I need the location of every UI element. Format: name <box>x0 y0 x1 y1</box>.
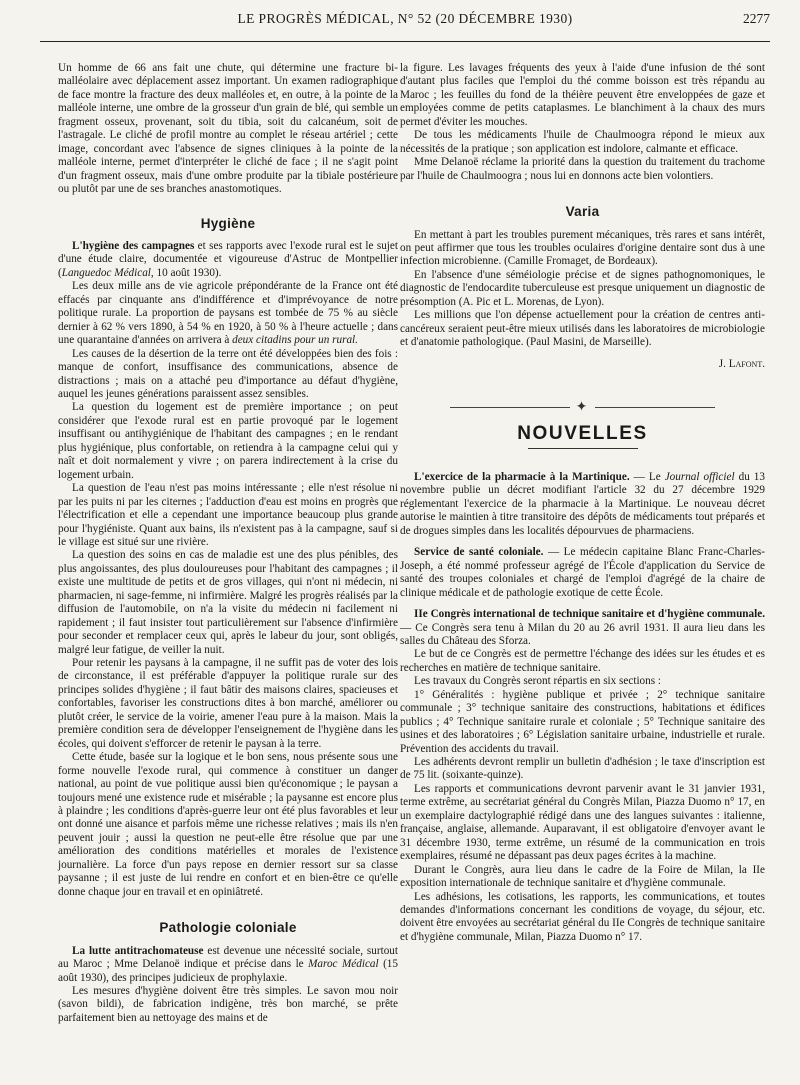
paragraph: Les rapports et communications devront parvenir avant le 31 janvier 1931, terme extrême, au secrétariat général du Congrès Milan, Piazza Duomo n° 17, en un exemplaire dactylographié rédigé dans une des langues suivantes : italienne, française, anglaise, allemande. Auparavant, il est obligatoire d'envoyer avant le 31 décembre 1930, terme extrême, un résumé de la communication en trois exemplaires, résumé ne dépassant pas deux pages écrites à la machine. <box>400 782 765 863</box>
paragraph-text: — Le <box>629 470 665 483</box>
paragraph-text: — Le médecin capitaine Blanc Franc-Charles-Joseph, a été nommé professeur agrégé de l'École d'application du Service de santé des troupes coloniales et chargé de l'emploi d'agrégé de la chaire de clinique médicale et de pathologie exotique de cette École. <box>400 546 766 599</box>
paragraph: Les travaux du Congrès seront répartis en six sections : <box>414 675 661 688</box>
section-heading-pathologie: Pathologie coloniale <box>159 920 297 936</box>
paragraph: Durant le Congrès, aura lieu dans le cadre de la Foire de Milan, la IIe exposition internationale de technique sanitaire et d'hygiène communale. <box>400 863 765 890</box>
paragraph: En l'absence d'une séméiologie précise et de signes pathognomoniques, le diagnostic de l'endocardite tuberculeuse est presque uniquement un diagnostic de présomption (A. Pic et L. Morenas, de Lyon). <box>400 268 765 308</box>
journal-title: LE PROGRÈS MÉDICAL, N° 52 (20 DÉCEMBRE 1930) <box>237 11 573 26</box>
news-lead: Service de santé coloniale. <box>414 546 544 559</box>
section-heading-varia: Varia <box>565 204 600 220</box>
journal-citation: Languedoc Médical <box>61 266 151 279</box>
ornament-divider: ✦ <box>400 401 765 414</box>
paragraph <box>58 240 398 280</box>
paragraph-text: du 13 novembre publie un décret modifiant l'article 32 du 27 décembre 1929 réglementant l'exercice de la pharmacie à la Martinique. Le nouveau décret autorise le maintien à titre transitoire des dépôts de médicaments tout préparés et de drogues simples dans les localités dépourvues de pharmaciens. <box>400 470 765 537</box>
author-signature: J. Lafont. <box>718 357 765 370</box>
paragraph-text: , 10 août 1930). <box>150 266 222 279</box>
page-number: 2277 <box>743 11 770 26</box>
paragraph: Un homme de 66 ans fait une chute, qui détermine une fracture bi-malléolaire avec déplacement assez important. Un examen radiographique de face montre la fracture des deux malléoles et, en outre, à la pointe de la malléole interne, une ombre de la grosseur d'un grain de blé, qui semble un fragment osseux, provenant, soit du tibia, soit du calcanéum, soit de l'astragale. Le cliché de profil montre au complet le réseau artériel ; cette image, concordant avec l'absence de signes cliniques à la pointe de la malléole interne, permet d'interpréter le cliché de face ; il ne s'agit point d'un fragment osseux, mais d'une ombre produite par la tibiale postérieure ou plutôt par une de ses branches anastomotiques. <box>58 62 398 196</box>
heading-rule <box>528 448 638 449</box>
paragraph: Les causes de la désertion de la terre ont été développées bien des fois : manque de confort, insuffisance des communications, absence de distractions ; mais on a attaché peu d'importance au défaut d'hygiène, auquel les jeunes générations paraissent assez sensibles. <box>58 347 398 400</box>
paragraph: Mme Delanoë réclame la priorité dans la question du traitement du trachome par l'huile de Chaulmoogra ; nous lui en donnons acte bien volontiers. <box>400 156 765 182</box>
paragraph: De tous les médicaments l'huile de Chaulmoogra répond le mieux aux nécessités de la pratique ; son application est indolore, calmante et efficace. <box>400 129 765 155</box>
emphasis: deux citadins pour un rural. <box>232 334 358 347</box>
left-column <box>58 62 398 1025</box>
news-item <box>400 546 765 600</box>
paragraph <box>58 280 398 347</box>
paragraph: Le but de ce Congrès est de permettre l'échange des idées sur les études et es recherches en matière de technique sanitaire. <box>400 648 765 674</box>
news-lead: IIe Congrès international de technique sanitaire et d'hygiène communale. <box>414 608 765 621</box>
paragraph: Les mesures d'hygiène doivent être très simples. Le savon mou noir (savon bildi), de fabrication indigène, très bon marché, se prête parfaitement bien au nettoyage des mains et de <box>58 985 398 1024</box>
paragraph <box>58 945 398 985</box>
paragraph: 1° Généralités : hygiène publique et privée ; 2° technique sanitaire communale ; 3° technique sanitaire des constructions, habitations et édifices publics ; 4° Technique sanitaire rurale et coloniale ; 5° Technique sanitaire des usines et des laboratoires ; 6° Législation sanitaire urbaine, industrielle et rurale. Prévention des accidents du travail. <box>400 688 765 755</box>
paragraph-text: est devenue une nécessité sociale, surtout au Maroc ; Mme Delanoë indique et précise dans le <box>58 944 398 971</box>
right-column <box>400 62 765 944</box>
news-item <box>400 608 765 648</box>
section-heading-hygiene: Hygiène <box>200 215 256 231</box>
paragraph-text: et ses rapports avec l'exode rural est le sujet d'une étude claire, documentée et vigoureuse d'Astruc de Montpellier ( <box>58 239 398 279</box>
paragraph-lead: La lutte antitrachomateuse <box>72 944 204 957</box>
news-item <box>400 471 765 538</box>
paragraph: Les adhésions, les cotisations, les rapports, les communications, et toutes demandes d'informations concernant les conditions de voyage, du séjour, etc. doivent être envoyées au secrétariat général du IIe Congrès de technique sanitaire et d'hygiène communale, Milan, Piazza Duomo n° 17. <box>400 890 765 943</box>
paragraph: la figure. Les lavages fréquents des yeux à l'aide d'une infusion de thé sont d'autant plus faciles que l'emploi du thé comme boisson est très répandu au Maroc ; les feuilles du fond de la théière peuvent être enveloppées de gaze et employées comme de petits cataplasmes. Le blanchiment à la chaux des murs permet d'éviter les mouches. <box>400 62 765 128</box>
news-lead: L'exercice de la pharmacie à la Martinique. <box>414 470 630 483</box>
paragraph: Les adhérents devront remplir un bulletin d'adhésion ; le taxe d'inscription est de 75 lit. (soixante-quinze). <box>400 756 765 782</box>
paragraph: En mettant à part les troubles purement mécaniques, très rares et sans intérêt, on peut affirmer que tous les troubles oculaires d'origine dentaire sont dus à une infection microbienne. (Camille Fromaget, de Bordeaux). <box>400 228 765 268</box>
paragraph-text: (15 août 1930), des principes judicieux de prophylaxie. <box>58 958 398 984</box>
paragraph-text: Les deux mille ans de vie agricole prépondérante de la France ont été effacés par cinquante ans d'indifférence et d'imprévoyance de notre politique rurale. La proportion de paysans est tombée de 75 % au siècle dernier à 62 % vers 1890, à 54 % en 1920, à 50 % à l'heure actuelle ; dans une quarantaine d'années on arrivera à <box>58 280 398 347</box>
paragraph: La question des soins en cas de maladie est une des plus pénibles, des plus angoissantes, des plus douloureuses pour l'habitant des campagnes ; il existe une multitude de petits et de gros villages, qui n'ont ni médecin, ni pharmacien, ni sage-femme, ni infirmière. Malgré les progrès réalisés par la diffusion de l'automobile, on n'a la visite du médecin ni facilement ni rapidement ; il faut insister tout particulièrement sur l'absence d'infirmière pour seconder et remplacer ceux qui, après le labeur du jour, sont obligés, malgré leur fatigue, de veiller la nuit. <box>58 549 398 656</box>
section-heading-nouvelles: NOUVELLES <box>517 422 648 444</box>
paragraph: La question du logement est de première importance ; on peut considérer que l'exode rural est en partie provoqué par le logement insuffisant ou antihygiénique de l'habitant des campagnes ; en le rendant plus hygiénique, plus confortable, on retiendra à la campagne celui qui y naît et doit normalement y vivre ; on parera indirectement à la crise du logement urbain. <box>58 401 398 481</box>
paragraph-lead: L'hygiène des campagnes <box>72 239 195 252</box>
paragraph: Pour retenir les paysans à la campagne, il ne suffit pas de voter des lois de circonstance, il est préférable d'appuyer la politique rurale sur des principes solides d'hygiène ; il faut bâtir des maisons claires, spacieuses et confortables, favoriser les constructions dites à bon marché, améliorer ou plutôt créer, le service de la voirie, amener l'eau pure à la maison. Mais la première condition sera de développer l'enseignement de l'hygiène dans les écoles, qui doivent s'efforcer de retenir le paysan à la terre. <box>58 657 398 750</box>
paragraph: La question de l'eau n'est pas moins intéressante ; elle n'est résolue ni par les puits ni par les citernes ; l'adduction d'eau est moins en progrès que l'électrification et elle a cependant une importance beaucoup plus grande pour l'hygiéniste. Quant aux bains, ils n'existent pas à la campagne, sauf si le village est situé sur une rivière. <box>58 482 398 548</box>
paragraph-text: — Ce Congrès sera tenu à Milan du 20 au 26 avril 1931. Il aura lieu dans les salles du Château des Sforza. <box>400 621 765 647</box>
journal-citation: Journal officiel <box>664 470 735 483</box>
page-header <box>40 5 770 42</box>
paragraph: Cette étude, basée sur la logique et le bon sens, nous présente sous une forme nouvelle l'exode rural, qui commence à constituer un danger national, au point de vue politique aussi bien qu'économique ; le paysan a toujours mené une existence rude et misérable ; la paysanne est encore plus à plaindre ; les conditions d'après-guerre leur ont été plus favorables et leur ont donné une aisance et parfois même une richesse relatives ; mais ils n'en peuvent jouir ; aussi la question ne peut-elle être résolue que par une amélioration des conditions matérielles et morales de l'existence journalière. La force d'un pays repose en dernier ressort sur sa classe paysanne ; il est juste de lui rendre en confort et en bien-être ce qu'elle donne chaque jour en travail et en opiniâtreté. <box>58 751 398 898</box>
journal-citation: Maroc Médical <box>308 958 379 971</box>
paragraph: Les millions que l'on dépense actuellement pour la création de centres anti-cancéreux seraient peut-être mieux utilisés dans les laboratoires de microbiologie et d'anatomie pathologique. (Paul Masini, de Marseille). <box>400 309 765 349</box>
